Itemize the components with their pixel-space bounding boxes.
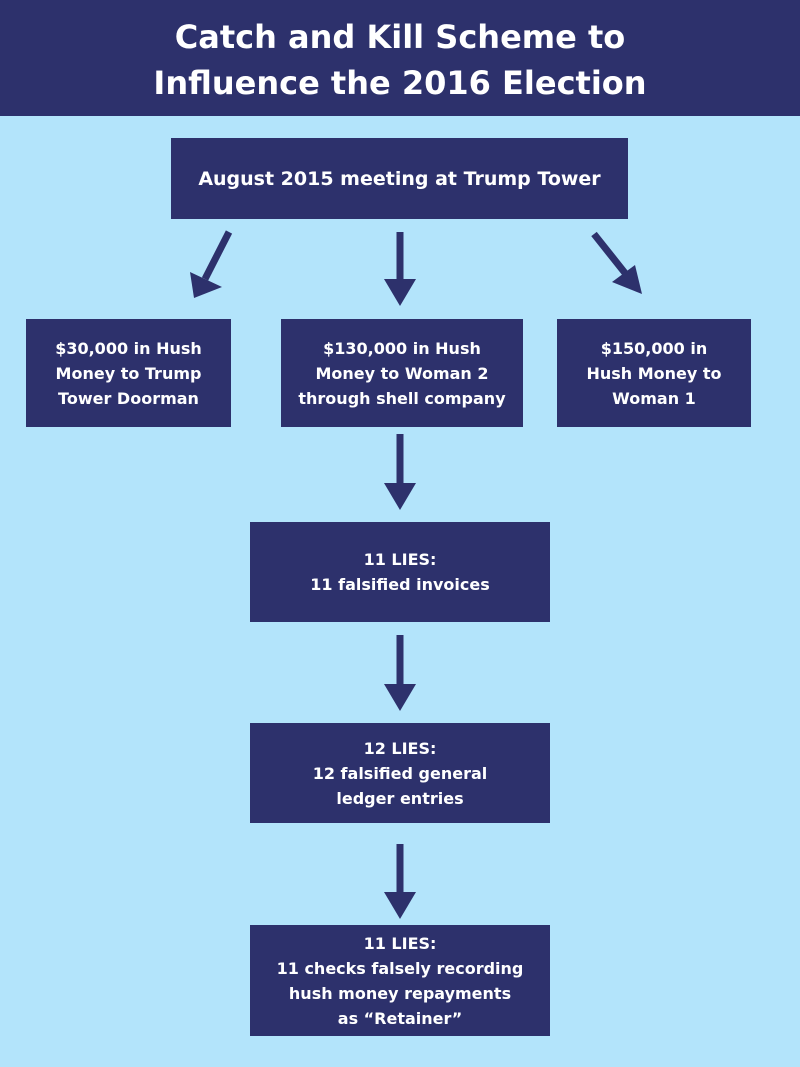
payment-box-doorman [26,319,231,427]
lies-checks-line-4: as “Retainer” [337,1008,463,1028]
payment-woman1-line-3: Woman 1 [612,388,696,408]
arrow-to-checks [384,844,416,919]
payment-box-woman-2 [281,319,523,427]
payment-box-woman-1 [557,319,751,427]
title-line-1: Catch and Kill Scheme to [174,18,626,56]
lies-box-ledger [250,723,550,823]
lies-invoices-line-2: 11 falsified invoices [310,575,490,594]
payment-woman1-line-1: $150,000 in [600,338,708,358]
lies-ledger-line-2: 12 falsified general [312,763,488,783]
lies-box-invoices [250,522,550,622]
payment-woman2-line-2: Money to Woman 2 [315,363,489,383]
arrow-to-woman-2 [384,232,416,306]
payment-woman1-line-2: Hush Money to [586,363,722,383]
meeting-label: August 2015 meeting at Trump Tower [198,167,601,190]
arrow-to-invoices [384,434,416,510]
meeting-box [171,138,628,219]
lies-checks-line-2: 11 checks falsely recording [276,958,524,978]
lies-invoices-line-1: 11 LIES: [363,550,437,569]
arrow-to-woman-1 [594,234,642,294]
title-banner [0,0,800,116]
payment-doorman-line-2: Money to Trump [55,363,202,383]
lies-ledger-line-1: 12 LIES: [363,738,437,758]
arrow-to-doorman [190,232,229,298]
lies-ledger-line-3: ledger entries [336,788,464,808]
title-line-2: Influence the 2016 Election [153,64,647,102]
payment-woman2-line-1: $130,000 in Hush [323,338,481,358]
arrow-to-ledger [384,635,416,711]
payment-doorman-line-1: $30,000 in Hush [55,338,202,358]
lies-checks-line-3: hush money repayments [288,983,512,1003]
payment-woman2-line-3: through shell company [298,388,506,408]
payment-doorman-line-3: Tower Doorman [58,388,199,408]
lies-box-checks [250,925,550,1036]
lies-checks-line-1: 11 LIES: [363,933,437,953]
